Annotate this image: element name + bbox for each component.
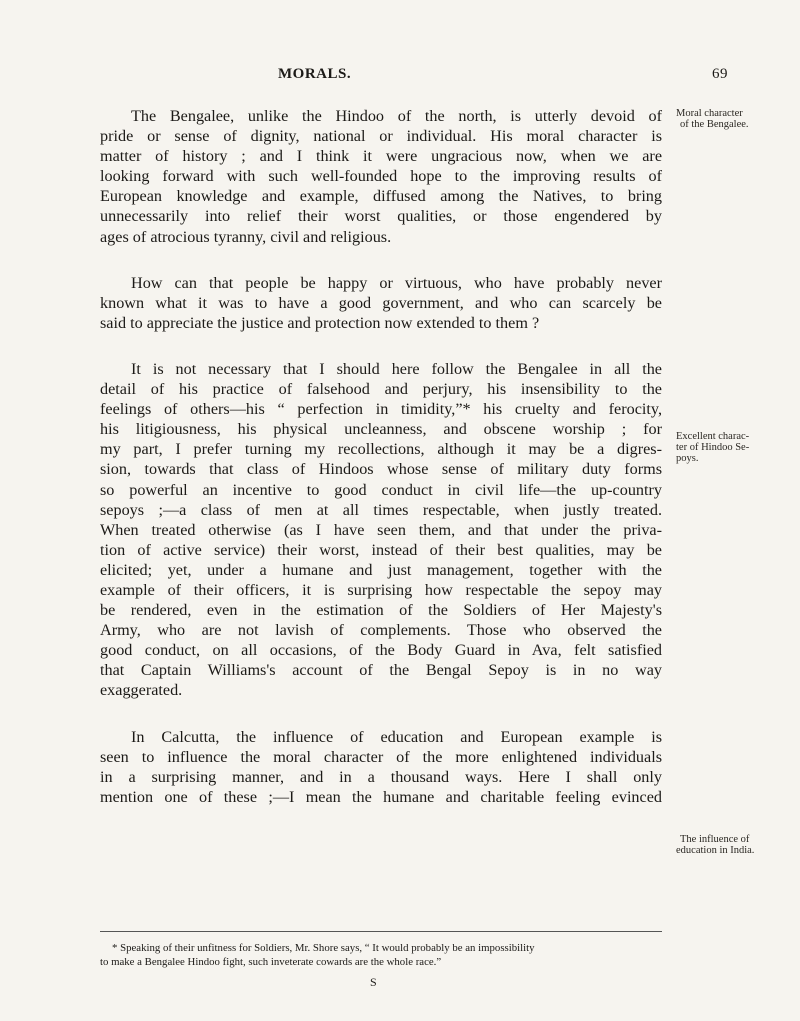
text-line: Army, who are not lavish of complements. Those who observed the — [100, 621, 662, 640]
paragraph — [100, 106, 662, 247]
margin-note-hindoo-sepoys — [676, 431, 796, 464]
text-line: When treated otherwise (as I have seen them, and that under the priva- — [100, 520, 662, 539]
margin-note-line: ter of Hindoo Se- — [676, 442, 750, 453]
page-number: 69 — [712, 66, 728, 82]
text-line: example of their officers, it is surprising how respectable the sepoy may — [100, 580, 662, 599]
margin-note-line: The influence of — [680, 834, 750, 845]
text-line: In Calcutta, the influence of education and European example is — [131, 727, 662, 746]
text-line: be rendered, even in the estimation of the Soldiers of Her Majesty's — [100, 601, 662, 620]
text-line: my part, I prefer turning my recollections, although it may be a digres- — [100, 440, 662, 459]
text-line: The Bengalee, unlike the Hindoo of the north, is utterly devoid of — [131, 107, 662, 125]
paragraph — [100, 727, 662, 807]
paragraph — [100, 359, 662, 701]
margin-note-moral-character — [676, 108, 796, 130]
text-line: exaggerated. — [100, 681, 183, 700]
text-line: seen to influence the moral character of the more enlightened individuals — [100, 747, 662, 766]
footnote-line: * Speaking of their unfitness for Soldiers, Mr. Shore says, “ It would probably be an impossibility — [112, 942, 535, 954]
text-line: mention one of these ;—I mean the humane and charitable feeling evinced — [100, 787, 662, 806]
text-line: detail of his practice of falsehood and perjury, his insensibility to the — [100, 380, 662, 399]
margin-note-line: of the Bengalee. — [680, 119, 749, 130]
text-line: in a surprising manner, and in a thousand ways. Here I shall only — [100, 767, 662, 786]
text-line: unnecessarily into relief their worst qualities, or those engendered by — [100, 207, 662, 226]
margin-note-line: education in India. — [676, 845, 755, 856]
margin-note-line: poys. — [676, 453, 699, 464]
text-line: pride or sense of dignity, national or individual. His moral character is — [100, 127, 662, 146]
text-line: sion, towards that class of Hindoos whose sense of military duty forms — [100, 460, 662, 479]
text-line: matter of history ; and I think it were ungracious now, when we are — [100, 147, 662, 166]
running-title: MORALS. — [278, 66, 352, 82]
footnote-line: to make a Bengalee Hindoo fight, such inveterate cowards are the whole race.” — [100, 956, 442, 968]
signature-mark: S — [370, 975, 377, 989]
text-line: It is not necessary that I should here follow the Bengalee in all the — [131, 359, 662, 378]
text-line: so powerful an incentive to good conduct in civil life—the up-country — [100, 480, 662, 499]
text-line: feelings of others—his “ perfection in timidity,”* his cruelty and ferocity, — [100, 400, 662, 419]
margin-note-line: Excellent charac- — [676, 431, 750, 442]
text-line: good conduct, on all occasions, of the Body Guard in Ava, felt satisfied — [100, 641, 662, 660]
margin-note-education — [676, 834, 796, 856]
text-line: How can that people be happy or virtuous, who have probably never — [131, 273, 662, 292]
footnote — [100, 941, 665, 969]
paragraph — [100, 273, 662, 333]
text-line: sepoys ;—a class of men at all times respectable, when justly treated. — [100, 500, 662, 519]
text-line: ages of atrocious tyranny, civil and religious. — [100, 227, 392, 246]
text-line: that Captain Williams's account of the Bengal Sepoy is in no way — [100, 661, 662, 680]
text-line: his litigiousness, his physical uncleanness, and obscene worship ; for — [100, 420, 662, 439]
text-line: known what it was to have a good government, and who can scarcely be — [100, 293, 662, 312]
text-line: elicited; yet, under a humane and just management, together with the — [100, 560, 662, 579]
margin-note-line: Moral character — [676, 108, 743, 119]
text-line: said to appreciate the justice and protection now extended to them ? — [100, 313, 540, 332]
text-line: tion of active service) their worst, instead of their best qualities, may be — [100, 540, 662, 559]
text-line: European knowledge and example, diffused among the Natives, to bring — [100, 187, 662, 206]
main-text — [100, 106, 662, 833]
footnote-rule — [100, 931, 662, 932]
text-line: looking forward with such well-founded hope to the improving results of — [100, 167, 662, 186]
